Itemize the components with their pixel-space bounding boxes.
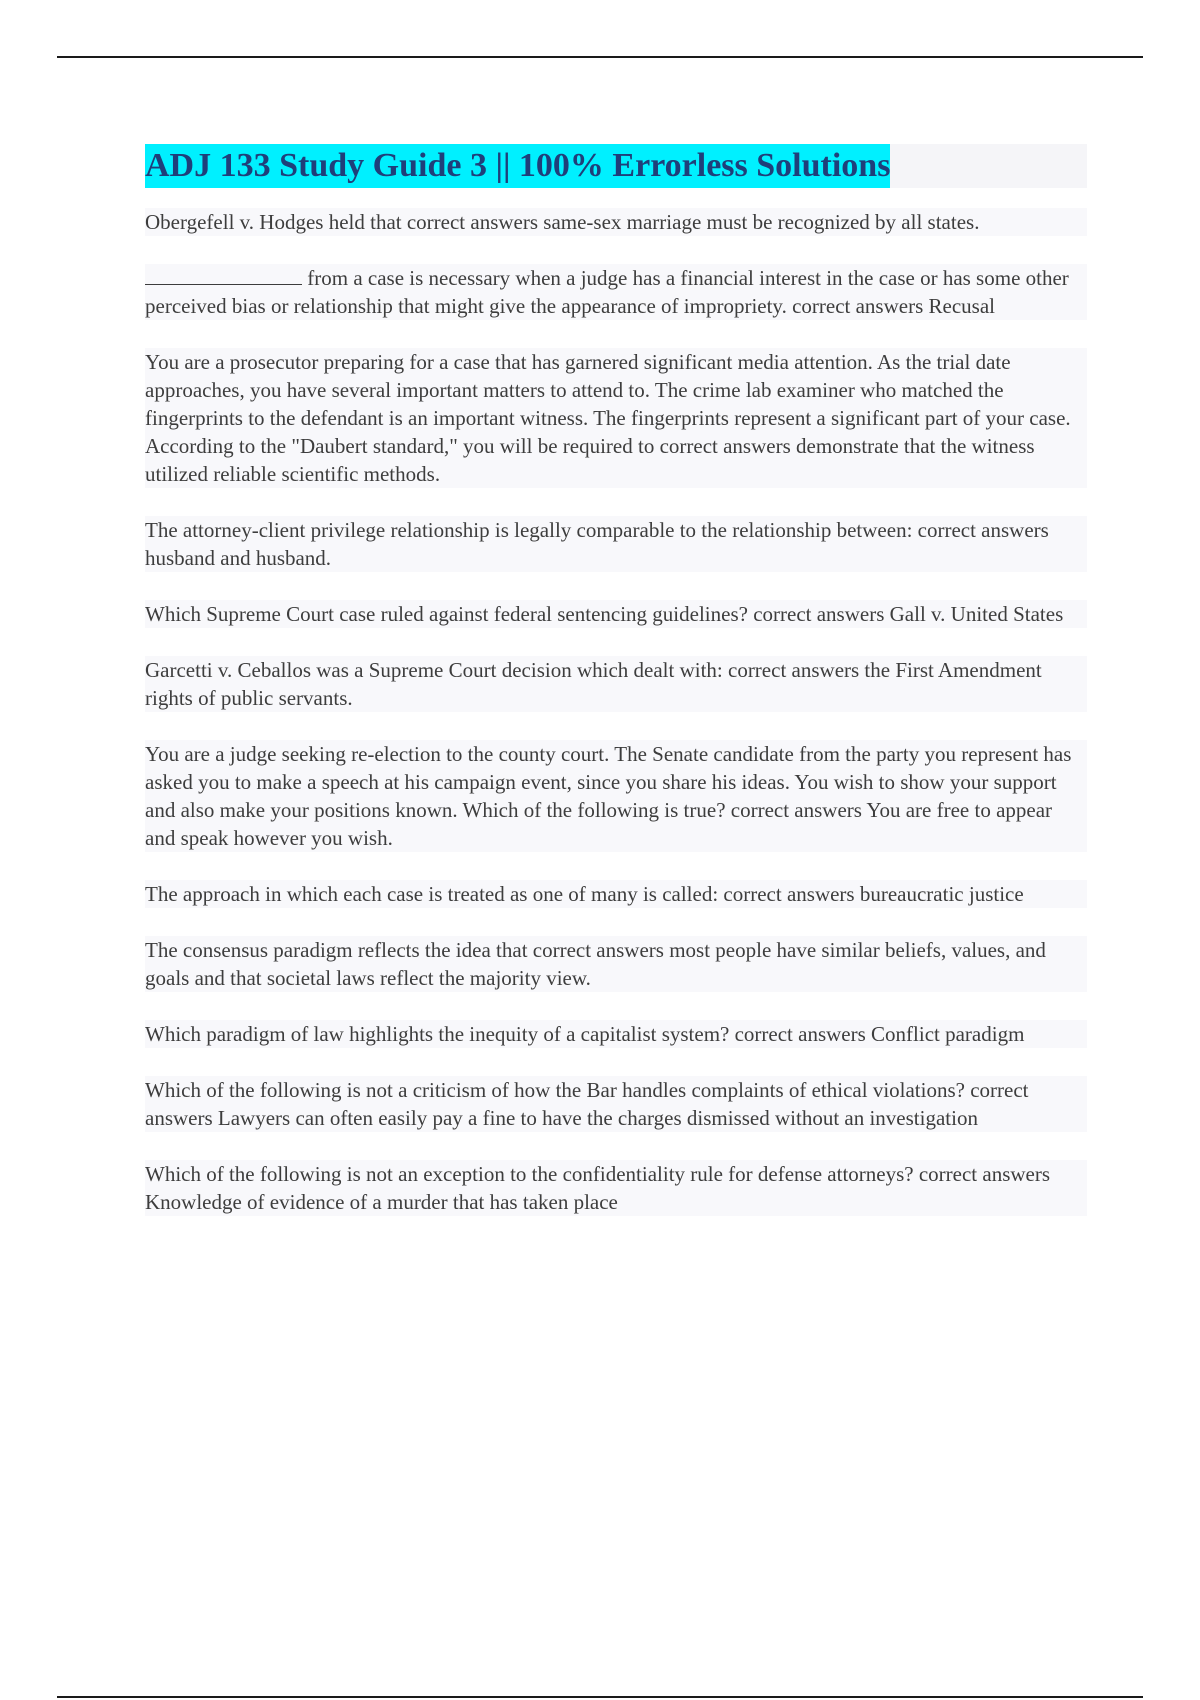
top-rule — [57, 56, 1143, 58]
bottom-rule — [57, 1696, 1143, 1698]
qa-item-4: The attorney-client privilege relationship is legally comparable to the relationship between: correct answers husband and husband. — [145, 516, 1087, 572]
fill-in-blank — [145, 264, 302, 285]
qa-item-2 — [145, 264, 1087, 320]
document-title: ADJ 133 Study Guide 3 || 100% Errorless Solutions — [145, 144, 890, 188]
qa-item-5: Which Supreme Court case ruled against federal sentencing guidelines? correct answers Gall v. United States — [145, 600, 1087, 628]
document-body — [145, 144, 1087, 1244]
qa-item-8: The approach in which each case is treated as one of many is called: correct answers bureaucratic justice — [145, 880, 1087, 908]
qa-item-10: Which paradigm of law highlights the inequity of a capitalist system? correct answers Conflict paradigm — [145, 1020, 1087, 1048]
qa-item-3: You are a prosecutor preparing for a case that has garnered significant media attention. As the trial date approaches, you have several important matters to attend to. The crime lab examiner who matched the fingerprints to the defendant is an important witness. The fingerprints represent a significant part of your case. According to the "Daubert standard," you will be required to correct answers demonstrate that the witness utilized reliable scientific methods. — [145, 348, 1087, 488]
qa-item-1: Obergefell v. Hodges held that correct answers same-sex marriage must be recognized by all states. — [145, 208, 1087, 236]
qa-item-6: Garcetti v. Ceballos was a Supreme Court decision which dealt with: correct answers the First Amendment rights of public servants. — [145, 656, 1087, 712]
qa-item-11: Which of the following is not a criticism of how the Bar handles complaints of ethical violations? correct answers Lawyers can often easily pay a fine to have the charges dismissed without an investigation — [145, 1076, 1087, 1132]
qa-item-7: You are a judge seeking re-election to the county court. The Senate candidate from the party you represent has asked you to make a speech at his campaign event, since you share his ideas. You wish to show your support and also make your positions known. Which of the following is true? correct answers You are free to appear and speak however you wish. — [145, 740, 1087, 852]
qa-item-12: Which of the following is not an exception to the confidentiality rule for defense attorneys? correct answers Knowledge of evidence of a murder that has taken place — [145, 1160, 1087, 1216]
qa-item-9: The consensus paradigm reflects the idea that correct answers most people have similar beliefs, values, and goals and that societal laws reflect the majority view. — [145, 936, 1087, 992]
qa-item-2-text: from a case is necessary when a judge has a financial interest in the case or has some other perceived bias or relationship that might give the appearance of impropriety. correct answers Recusal — [145, 266, 1069, 318]
title-block — [145, 144, 1087, 188]
